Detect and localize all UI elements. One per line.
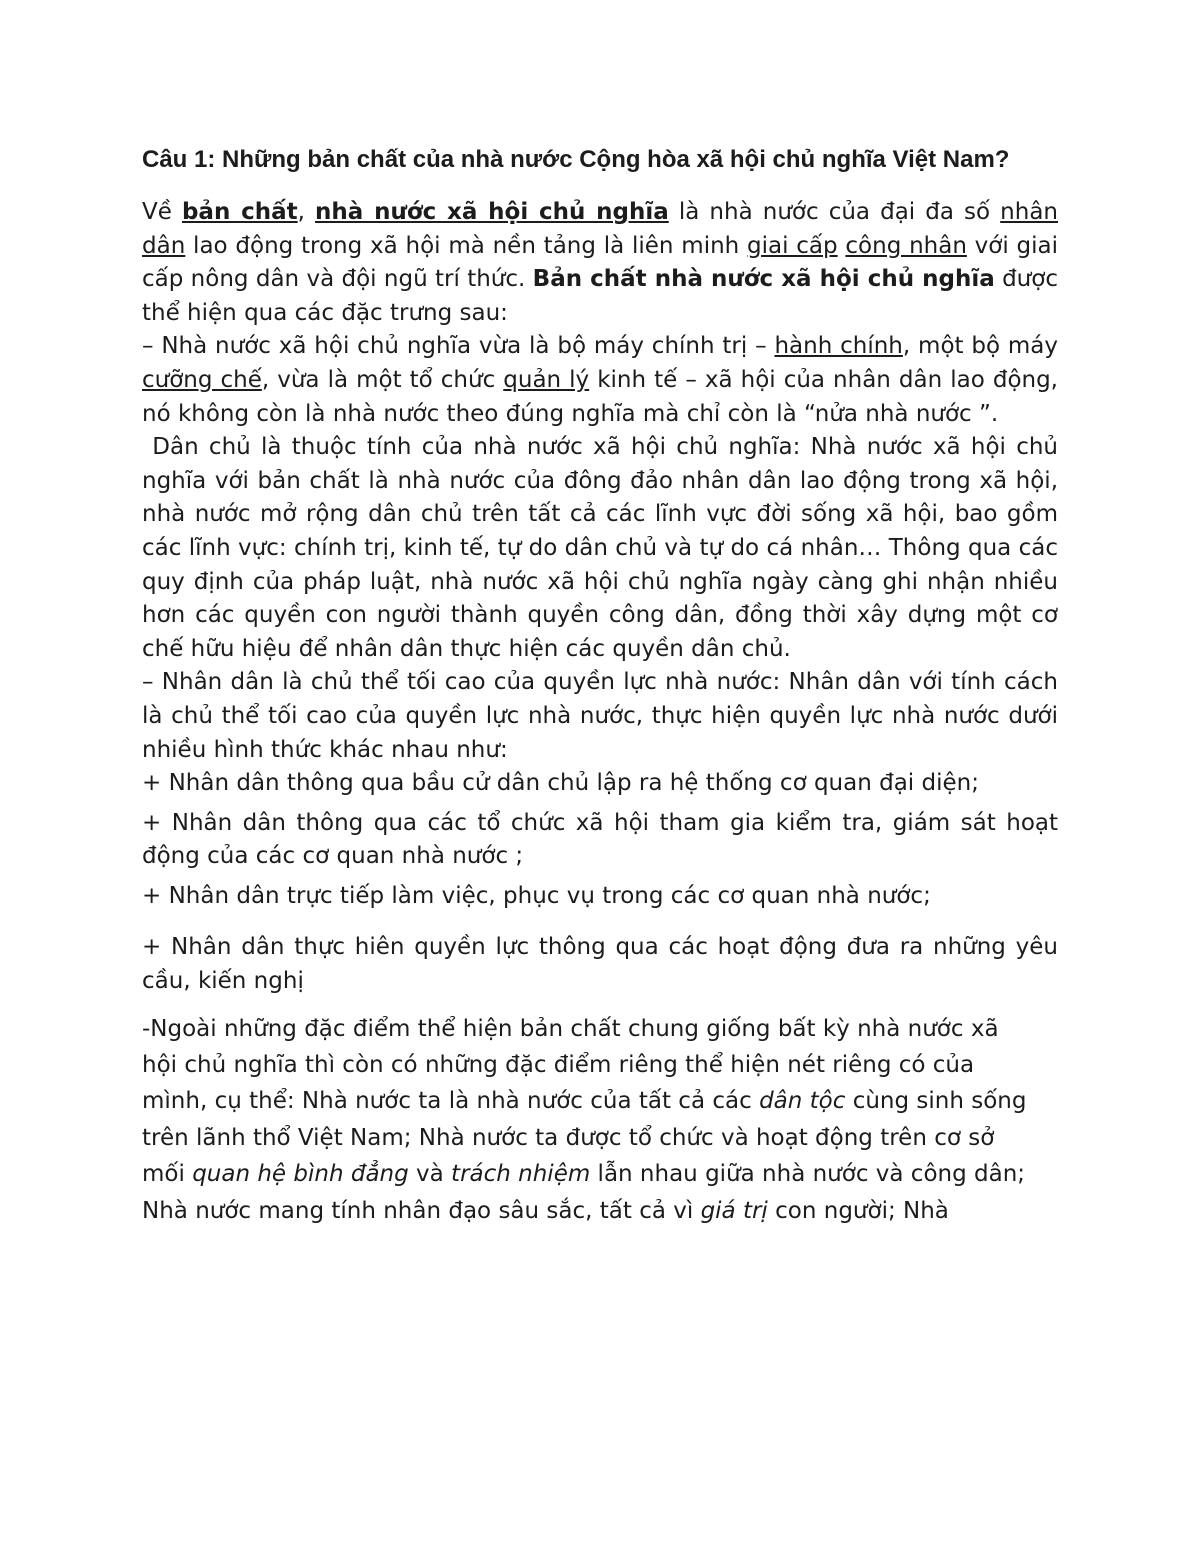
link-hanh-chinh[interactable]: hành chính: [774, 333, 903, 360]
text: là nhà nước của đại đa số: [668, 199, 1001, 225]
text: – Nhà nước xã hội chủ nghĩa vừa là bộ máy chính trị –: [142, 333, 775, 360]
link-nha-nuoc-xhcn[interactable]: nhà nước xã hội chủ nghĩa: [315, 199, 669, 225]
text: lao động trong xã hội mà nền tảng là liên minh: [185, 232, 748, 259]
link-cong-nhan[interactable]: công nhân: [845, 232, 967, 259]
link-giai-cap[interactable]: giai cấp: [747, 232, 838, 259]
paragraph-democracy: Dân chủ là thuộc tính của nhà nước xã hội chủ nghĩa: Nhà nước xã hội chủ nghĩa với bản chất là nhà nước của đông đảo nhân dân lao động trong xã hội, nhà nước mở rộng dân chủ trên tất cả các lĩnh vực đời sống xã hội, bao gồm các lĩnh vực: chính trị, kinh tế, tự do dân chủ và tự do cá nhân… Thông qua các quy định của pháp luật, nhà nước xã hội chủ nghĩa ngày càng ghi nhận nhiều hơn các quyền con người thành quyền công dân, đồng thời xây dựng một cơ chế hữu hiệu để nhân dân thực hiện các quyền dân chủ.: [142, 434, 1066, 662]
italic-link-trach-nhiem[interactable]: trách nhiệm: [451, 1161, 591, 1188]
italic-link-dan-toc[interactable]: dân tộc: [759, 1088, 846, 1115]
text: cùng sinh sống trên lãnh thổ Việt Nam; Nhà nước ta được tổ chức và hoạt động trên cơ sở mối: [142, 1088, 1027, 1188]
paragraph-nature: [142, 196, 1058, 330]
text: lẫn nhau giữa nhà nước và công dân; Nhà nước mang tính nhân đạo sâu sắc, tất cả vì: [142, 1161, 1026, 1224]
link-nhan-dan[interactable]: nhân dân: [142, 199, 1058, 259]
bullet-item: + Nhân dân thông qua các tổ chức xã hội tham gia kiểm tra, giám sát hoạt động của các cơ quan nhà nước ;: [142, 809, 1058, 870]
document-page: [142, 142, 1066, 1229]
italic-link-gia-tri[interactable]: giá trị: [700, 1197, 768, 1224]
text: Về: [142, 199, 182, 225]
text: với giai cấp nông dân và đội ngũ trí thức.: [142, 232, 1059, 293]
text: ,: [297, 199, 316, 225]
text: được thể hiện qua các đặc trưng sau:: [142, 266, 1058, 326]
bullet-item: + Nhân dân trực tiếp làm việc, phục vụ trong các cơ quan nhà nước;: [142, 882, 931, 909]
bullet-item: + Nhân dân thực hiên quyền lực thông qua các hoạt động đưa ra những yêu cầu, kiến nghị: [142, 934, 1058, 995]
text: kinh tế – xã hội của nhân dân lao động, nó không còn là nhà nước theo đúng nghĩa mà chỉ còn là “nửa nhà nước ”.: [142, 366, 1058, 427]
specific-features-text: [142, 1011, 1032, 1229]
paragraph-supreme-subject: – Nhân dân là chủ thể tối cao của quyền lực nhà nước: Nhân dân với tính cách là chủ thể tối cao của quyền lực nhà nước, thực hiện quyền lực nhà nước dưới nhiều hình thức khác nhau như:: [142, 669, 1058, 763]
answer-body: [142, 196, 1066, 999]
text: , vừa là một tổ chức: [261, 366, 504, 393]
bold-phrase: Bản chất nhà nước xã hội chủ nghĩa: [532, 266, 995, 293]
bullet-item: + Nhân dân thông qua bầu cử dân chủ lập ra hệ thống cơ quan đại diện;: [142, 770, 979, 797]
paragraph-apparatus: [142, 330, 1058, 431]
text: , một bộ máy: [902, 333, 1058, 360]
text: và: [408, 1161, 452, 1188]
paragraph-specific-features: [142, 1011, 1032, 1229]
link-quan-ly[interactable]: quản lý: [503, 366, 590, 393]
question-title: Câu 1: Những bản chất của nhà nước Cộng hòa xã hội chủ nghĩa Việt Nam?: [142, 146, 1010, 173]
link-cuong-che[interactable]: cưỡng chế: [142, 366, 262, 393]
text: -Ngoài những đặc điểm thể hiện bản chất chung giống bất kỳ nhà nước xã hội chủ nghĩa thì còn có những đặc điểm riêng thể hiện nét riêng có của mình, cụ thể: Nhà nước ta là nhà nước của tất cả các: [142, 1015, 999, 1115]
text: con người; Nhà: [767, 1197, 949, 1224]
italic-link-quan-he-binh-dang[interactable]: quan hệ bình đẳng: [192, 1161, 409, 1188]
link-ban-chat[interactable]: bản chất: [181, 199, 298, 225]
